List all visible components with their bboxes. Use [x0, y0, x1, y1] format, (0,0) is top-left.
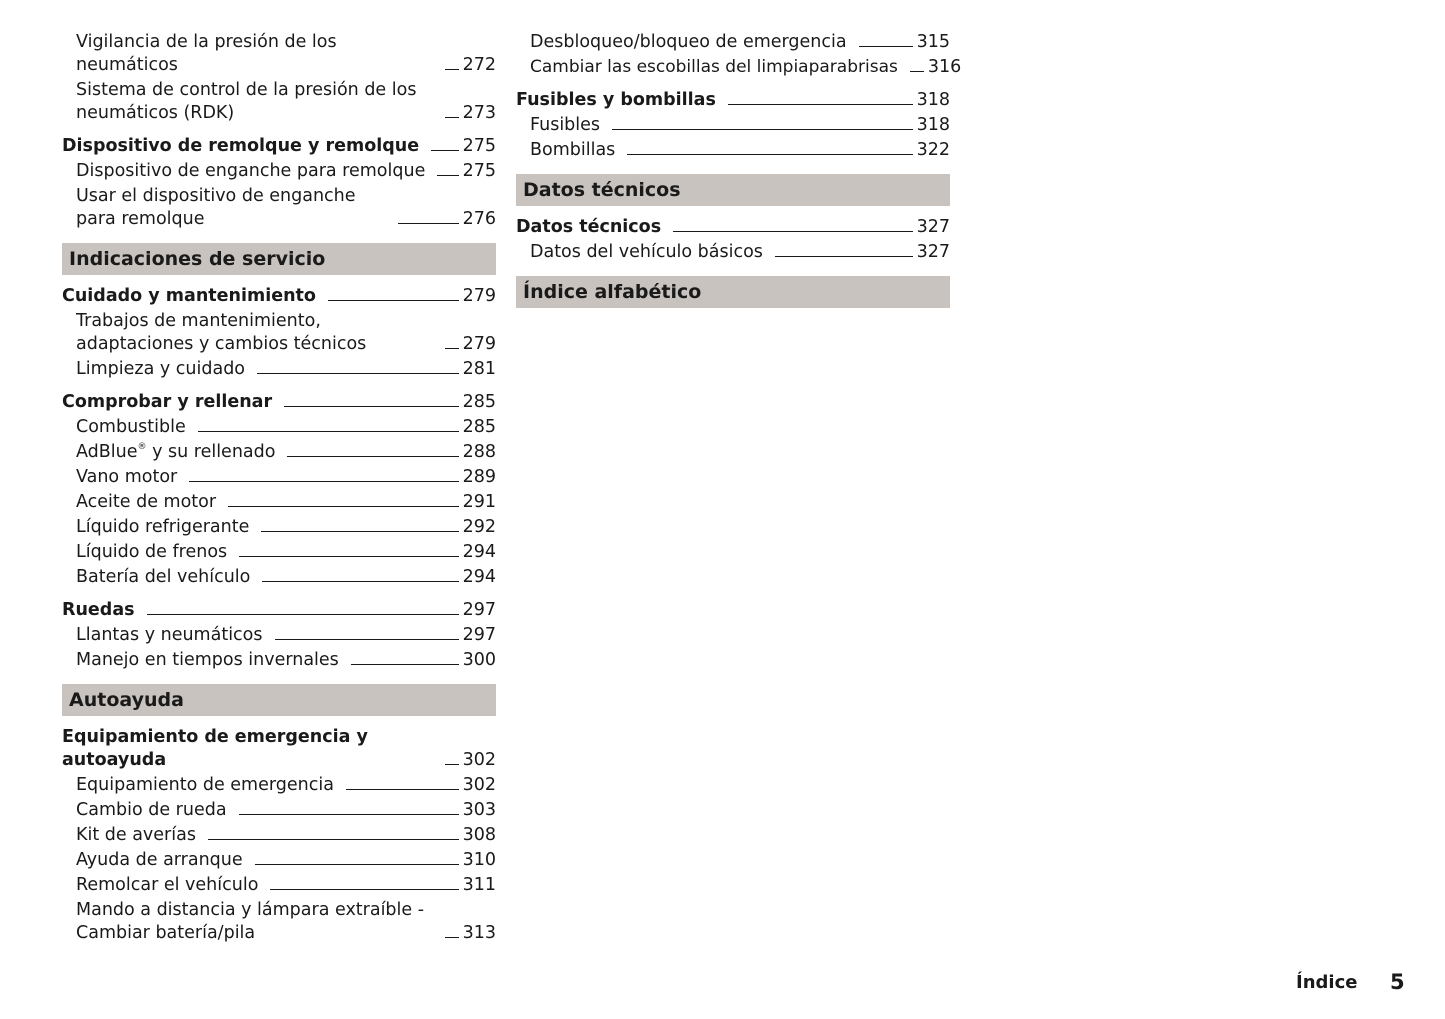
section-header-autoayuda: Autoayuda — [62, 684, 496, 716]
toc-chapter-entry[interactable]: Equipamiento de emergencia y autoayuda 302 — [62, 727, 496, 770]
toc-entry[interactable]: Cambio de rueda 303 — [76, 800, 496, 820]
toc-entry[interactable]: Equipamiento de emergencia 302 — [76, 775, 496, 795]
toc-entry[interactable]: Bombillas 322 — [530, 140, 950, 160]
toc-chapter-entry[interactable]: Dispositivo de remolque y remolque 275 — [62, 136, 496, 156]
toc-right-column — [516, 31, 962, 318]
footer-page-number: 5 — [1390, 970, 1405, 994]
toc-left-column — [62, 31, 496, 947]
toc-entry[interactable]: Combustible 285 — [76, 417, 496, 437]
toc-entry[interactable]: Cambiar las escobillas del limpiaparabrisas 316 — [530, 57, 962, 77]
toc-entry[interactable]: Batería del vehículo 294 — [76, 567, 496, 587]
footer-section-label: Índice — [1296, 972, 1358, 993]
toc-entry[interactable]: Aceite de motor 291 — [76, 492, 496, 512]
toc-entry[interactable]: Usar el dispositivo de enganche para remolque 276 — [76, 186, 496, 229]
section-header-datos-tecnicos: Datos técnicos — [516, 174, 950, 206]
toc-entry[interactable]: Remolcar el vehículo 311 — [76, 875, 496, 895]
toc-chapter-entry[interactable]: Cuidado y mantenimiento 279 — [62, 286, 496, 306]
toc-entry[interactable]: Fusibles 318 — [530, 115, 950, 135]
toc-chapter-entry[interactable]: Fusibles y bombillas 318 — [516, 90, 950, 110]
toc-entry[interactable]: Datos del vehículo básicos 327 — [530, 242, 950, 262]
toc-entry[interactable]: Vano motor 289 — [76, 467, 496, 487]
toc-chapter-entry[interactable]: Datos técnicos 327 — [516, 217, 950, 237]
toc-entry[interactable]: Mando a distancia y lámpara extraíble - Cambiar batería/pila 313 — [76, 900, 496, 943]
toc-entry[interactable]: Kit de averías 308 — [76, 825, 496, 845]
toc-entry[interactable]: Trabajos de mantenimiento, adaptaciones y cambios técnicos 279 — [76, 311, 496, 354]
toc-entry[interactable]: Líquido de frenos 294 — [76, 542, 496, 562]
toc-entry[interactable]: Vigilancia de la presión de los neumáticos 272 — [76, 32, 496, 75]
toc-chapter-entry[interactable]: Ruedas 297 — [62, 600, 496, 620]
toc-entry[interactable]: Sistema de control de la presión de los neumáticos (RDK) 273 — [76, 80, 496, 123]
toc-entry[interactable]: Limpieza y cuidado 281 — [76, 359, 496, 379]
toc-entry[interactable]: Llantas y neumáticos 297 — [76, 625, 496, 645]
toc-chapter-entry[interactable]: Comprobar y rellenar 285 — [62, 392, 496, 412]
section-header-servicio: Indicaciones de servicio — [62, 243, 496, 275]
section-header-indice-alfabetico[interactable]: Índice alfabético — [516, 276, 950, 308]
toc-entry[interactable]: Manejo en tiempos invernales 300 — [76, 650, 496, 670]
toc-entry[interactable]: Desbloqueo/bloqueo de emergencia 315 — [530, 32, 950, 52]
toc-entry[interactable]: Ayuda de arranque 310 — [76, 850, 496, 870]
toc-entry[interactable]: Dispositivo de enganche para remolque 275 — [76, 161, 496, 181]
toc-entry[interactable]: Líquido refrigerante 292 — [76, 517, 496, 537]
toc-entry[interactable]: AdBlue® y su rellenado 288 — [76, 442, 496, 462]
